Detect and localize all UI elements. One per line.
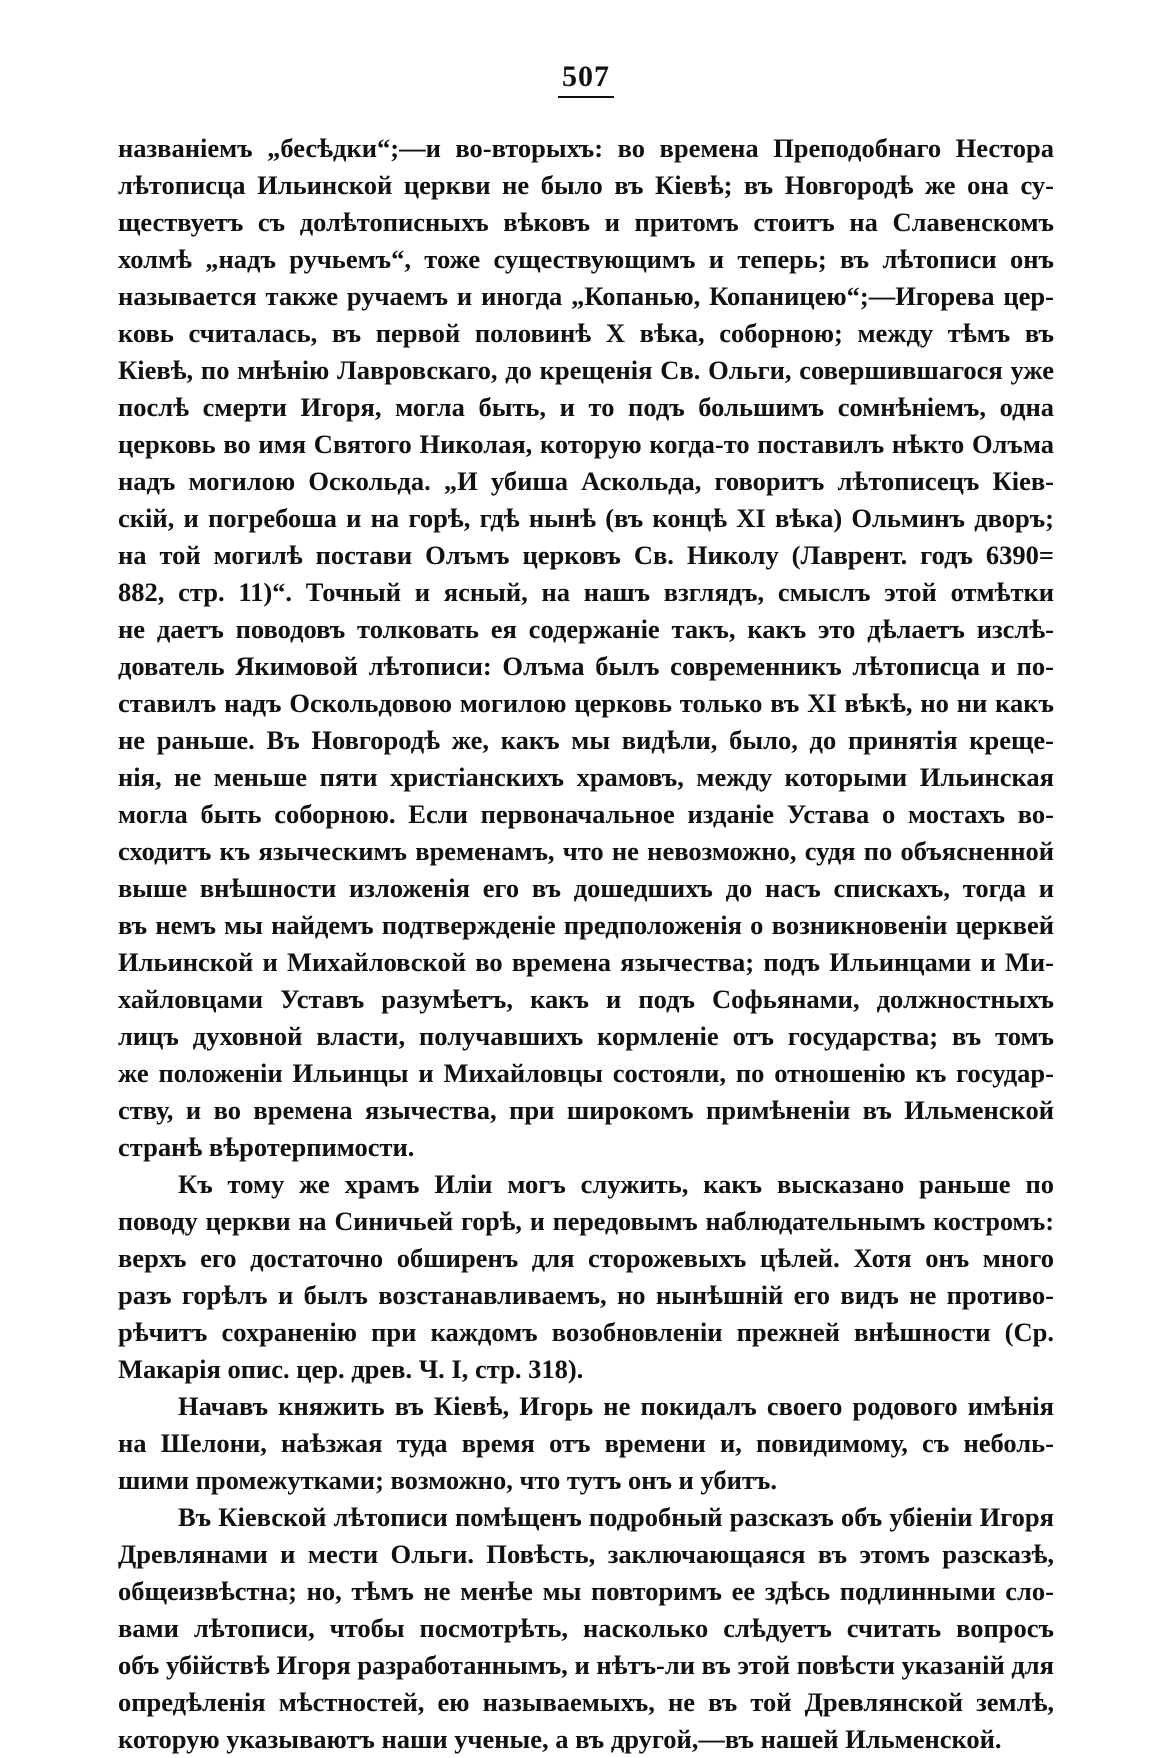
- paragraph: [118, 1499, 1054, 1758]
- paragraph: [118, 1166, 1054, 1388]
- text-line: холмѣ „надъ ручьемъ“, тоже существующимъ и теперь; въ лѣтописи онъ: [118, 244, 1054, 274]
- page-number: [0, 60, 1172, 98]
- text-line: лѣтописца Ильинской церкви не было въ Кіевѣ; въ Новгородѣ же она су-: [118, 170, 1054, 200]
- text-line: странѣ вѣротерпимости.: [118, 1132, 415, 1162]
- text-line: послѣ смерти Игоря, могла быть, и то подъ большимъ сомнѣніемъ, одна: [118, 392, 1054, 422]
- text-line: нія, не меньше пяти христіанскихъ храмовъ, между которыми Ильинская: [118, 762, 1054, 792]
- text-line: объ убійствѣ Игоря разработаннымъ, и нѣтъ-ли въ этой повѣсти указаній для: [118, 1650, 1054, 1680]
- text-line: церковь во имя Святого Николая, которую когда-то поставилъ нѣкто Олъма: [118, 429, 1054, 459]
- text-line: лицъ духовной власти, получавшихъ кормленіе отъ государства; въ томъ: [118, 1021, 1054, 1051]
- text-line: Въ Кіевской лѣтописи помѣщенъ подробный разсказъ объ убіеніи Игоря: [178, 1502, 1054, 1532]
- text-line: поводу церкви на Синичьей горѣ, и передовымъ наблюдательнымъ костромъ:: [118, 1207, 1054, 1236]
- text-line: рѣчитъ сохраненію при каждомъ возобновленіи прежней внѣшности (Ср.: [118, 1317, 1054, 1347]
- text-line: не раньше. Въ Новгородѣ же, какъ мы видѣли, было, до принятія креще-: [118, 725, 1054, 755]
- text-line: которую указываютъ наши ученые, а въ другой,—въ нашей Ильменской.: [118, 1724, 1002, 1754]
- text-line: верхъ его достаточно обширенъ для сторожевыхъ цѣлей. Хотя онъ много: [118, 1243, 1054, 1273]
- text-line: не даетъ поводовъ толковать ея содержаніе такъ, какъ это дѣлаетъ изслѣ-: [118, 614, 1054, 644]
- text-line: Древлянами и мести Ольги. Повѣсть, заключающаяся въ этомъ разсказѣ,: [118, 1539, 1054, 1569]
- text-line: Къ тому же храмъ Иліи могъ служить, какъ высказано раньше по: [178, 1169, 1054, 1199]
- text-line: разъ горѣлъ и былъ возстанавливаемъ, но нынѣшній его видъ не противо-: [118, 1280, 1054, 1310]
- text-line: могла быть соборною. Если первоначальное изданіе Устава о мостахъ во-: [118, 799, 1054, 829]
- text-line: ществуетъ съ долѣтописныхъ вѣковъ и притомъ стоитъ на Славенскомъ: [118, 207, 1054, 237]
- text-line: дователь Якимовой лѣтописи: Олъма былъ современникъ лѣтописца и по-: [118, 651, 1054, 681]
- text-line: хайловцами Уставъ разумѣетъ, какъ и подъ Софьянами, должностныхъ: [118, 984, 1054, 1014]
- text-line: названіемъ „бесѣдки“;—и во-вторыхъ: во времена Преподобнаго Нестора: [118, 133, 1054, 163]
- text-line: вами лѣтописи, чтобы посмотрѣть, насколько слѣдуетъ считать вопросъ: [118, 1613, 1054, 1643]
- text-line: въ немъ мы найдемъ подтвержденіе предположенія о возникновеніи церквей: [118, 910, 1054, 940]
- text-line: шими промежутками; возможно, что тутъ онъ и убитъ.: [118, 1465, 777, 1495]
- text-line: на Шелони, наѣзжая туда время отъ времени и, повидимому, съ неболь-: [118, 1428, 1054, 1458]
- body-text: [118, 130, 1054, 1758]
- text-line: сходитъ къ языческимъ временамъ, что не невозможно, судя по объясненной: [118, 836, 1054, 866]
- text-line: ставилъ надъ Оскольдовою могилою церковь только въ XI вѣкѣ, но ни какъ: [118, 688, 1054, 718]
- text-line: общеизвѣстна; но, тѣмъ не менѣе мы повторимъ ее здѣсь подлинными сло-: [118, 1576, 1054, 1606]
- text-line: выше внѣшности изложенія его въ дошедшихъ до насъ спискахъ, тогда и: [118, 873, 1054, 903]
- text-line: на той могилѣ постави Олъмъ церковъ Св. Николу (Лаврент. годъ 6390=: [118, 540, 1054, 570]
- text-line: Ильинской и Михайловской во времена язычества; подъ Ильинцами и Ми-: [118, 947, 1054, 977]
- text-line: надъ могилою Оскольда. „И убиша Аскольда, говоритъ лѣтописецъ Кіев-: [118, 466, 1054, 496]
- text-line: ковь считалась, въ первой половинѣ X вѣка, соборною; между тѣмъ въ: [118, 318, 1054, 348]
- text-line: Макарія опис. цер. древ. Ч. I, стр. 318).: [118, 1354, 584, 1384]
- text-line: скій, и погребоша и на горѣ, гдѣ нынѣ (въ концѣ XI вѣка) Ольминъ дворъ;: [118, 503, 1054, 533]
- paragraph: [118, 130, 1054, 1166]
- text-line: Кіевѣ, по мнѣнію Лавровскаго, до крещенія Св. Ольги, совершившагося уже: [118, 355, 1054, 385]
- text-line: же положеніи Ильинцы и Михайловцы состояли, по отношенію къ государ-: [118, 1058, 1054, 1088]
- text-line: ству, и во времена язычества, при широкомъ примѣненіи въ Ильменской: [118, 1095, 1054, 1125]
- paragraph: [118, 1388, 1054, 1499]
- text-line: 882, стр. 11)“. Точный и ясный, на нашъ взглядъ, смыслъ этой отмѣтки: [118, 577, 1054, 607]
- text-line: называется также ручаемъ и иногда „Копанью, Копаницею“;—Игорева цер-: [118, 281, 1054, 311]
- text-line: опредѣленія мѣстностей, ею называемыхъ, не въ той Древлянской землѣ,: [118, 1687, 1054, 1717]
- page-number-text: 507: [558, 60, 614, 98]
- text-line: Начавъ княжить въ Кіевѣ, Игорь не покидалъ своего родового имѣнія: [178, 1391, 1054, 1421]
